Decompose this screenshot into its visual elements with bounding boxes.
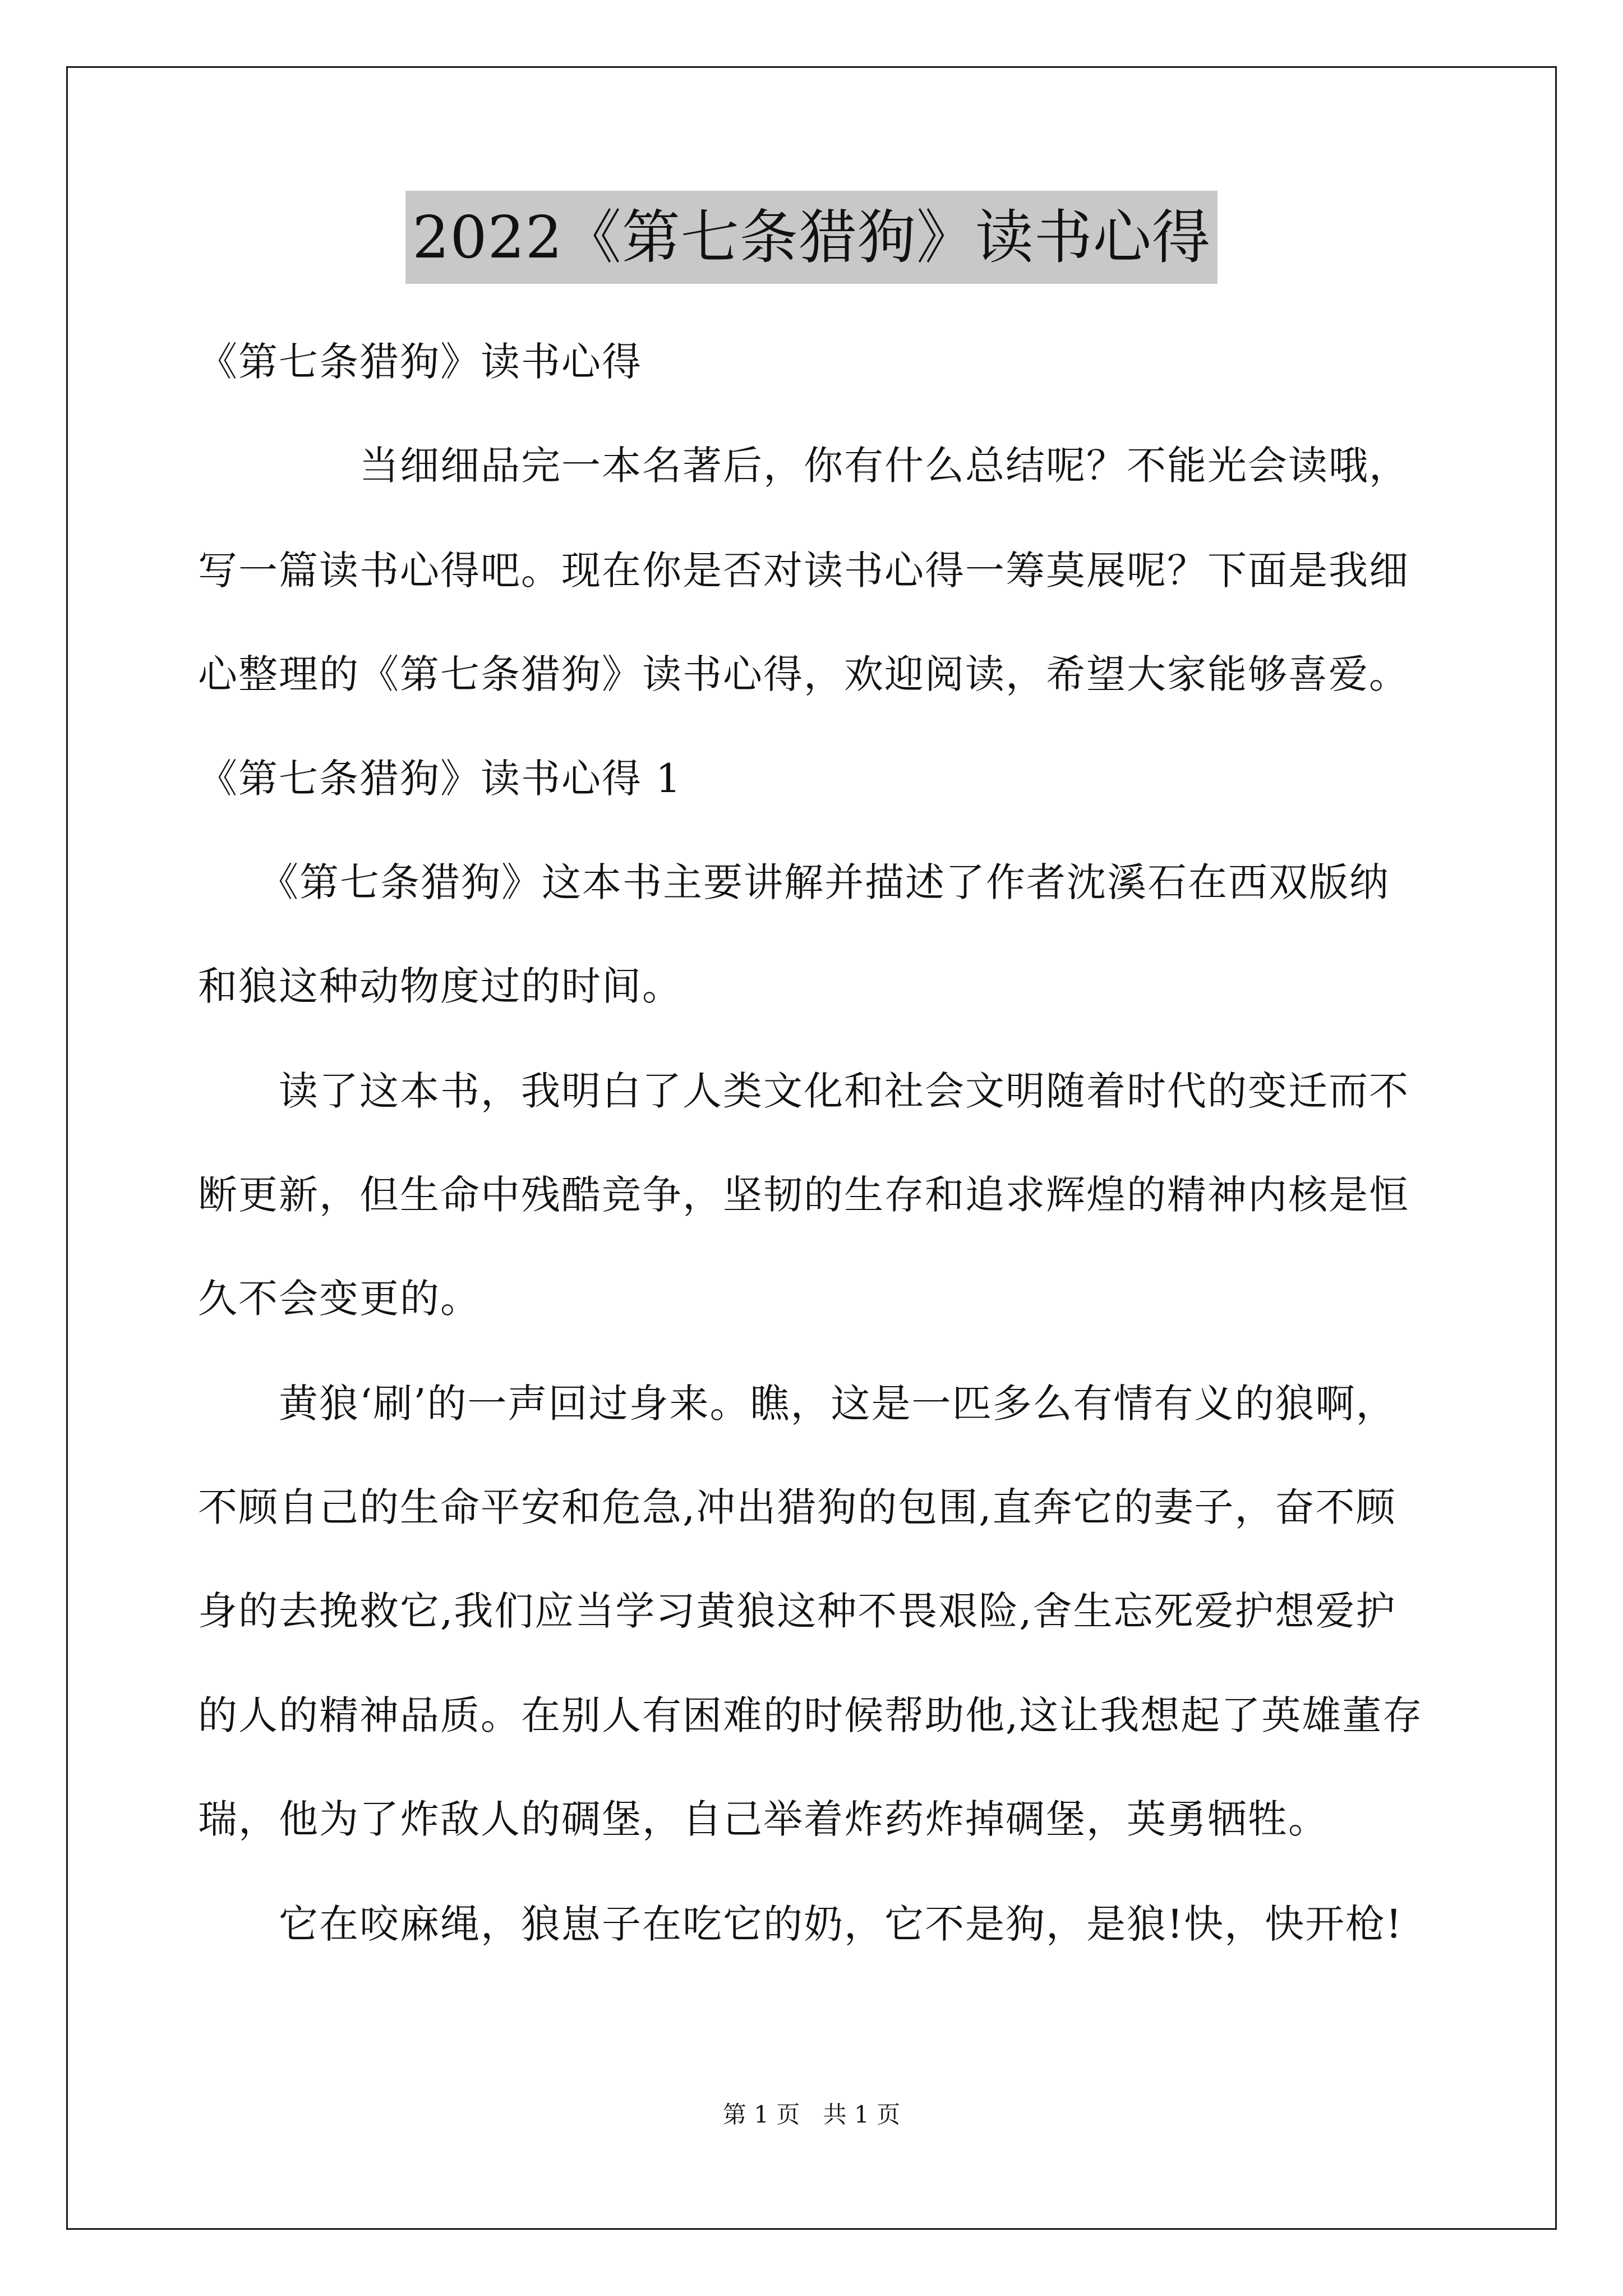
document-title: 2022《第七条猎狗》读书心得 (405, 191, 1218, 284)
body-line: 它在咬麻绳，狼崽子在吃它的奶，它不是狗，是狼!快，快开枪! (198, 1901, 1403, 1947)
body-line: 身的去挽救它,我们应当学习黄狼这种不畏艰险,舍生忘死爱护想爱护 (198, 1588, 1396, 1634)
page-total: 共 1 页 (823, 2101, 901, 2128)
body-line: 当细细品完一本名著后，你有什么总结呢？不能光会读哦， (198, 443, 1409, 489)
title-container (0, 191, 1623, 284)
body-line: 《第七条猎狗》这本书主要讲解并描述了作者沈溪石在西双版纳 (198, 859, 1390, 905)
body-line: 和狼这种动物度过的时间。 (198, 963, 683, 1009)
body-line: 心整理的《第七条猎狗》读书心得，欢迎阅读，希望大家能够喜爱。 (198, 651, 1409, 697)
body-line: 写一篇读书心得吧。现在你是否对读书心得一筹莫展呢？下面是我细 (198, 547, 1409, 593)
subtitle-line: 《第七条猎狗》读书心得 (198, 339, 642, 385)
page-number: 第 1 页 (722, 2101, 800, 2128)
body-line: 久不会变更的。 (198, 1276, 481, 1322)
page-footer (0, 2098, 1623, 2132)
body-line: 读了这本书，我明白了人类文化和社会文明随着时代的变迁而不 (198, 1068, 1409, 1114)
body-line: 不顾自己的生命平安和危急,冲出猎狗的包围,直奔它的妻子，奋不顾 (198, 1484, 1396, 1530)
body-line: 断更新，但生命中残酷竞争，坚韧的生存和追求辉煌的精神内核是恒 (198, 1172, 1409, 1218)
section-heading: 《第七条猎狗》读书心得 1 (198, 756, 682, 802)
body-line: 黄狼‘刷’的一声回过身来。瞧，这是一匹多么有情有义的狼啊， (198, 1381, 1396, 1427)
body-line: 瑞，他为了炸敌人的碉堡，自己举着炸药炸掉碉堡，英勇牺牲。 (198, 1796, 1329, 1842)
body-line: 的人的精神品质。在别人有困难的时候帮助他,这让我想起了英雄董存 (198, 1692, 1423, 1738)
